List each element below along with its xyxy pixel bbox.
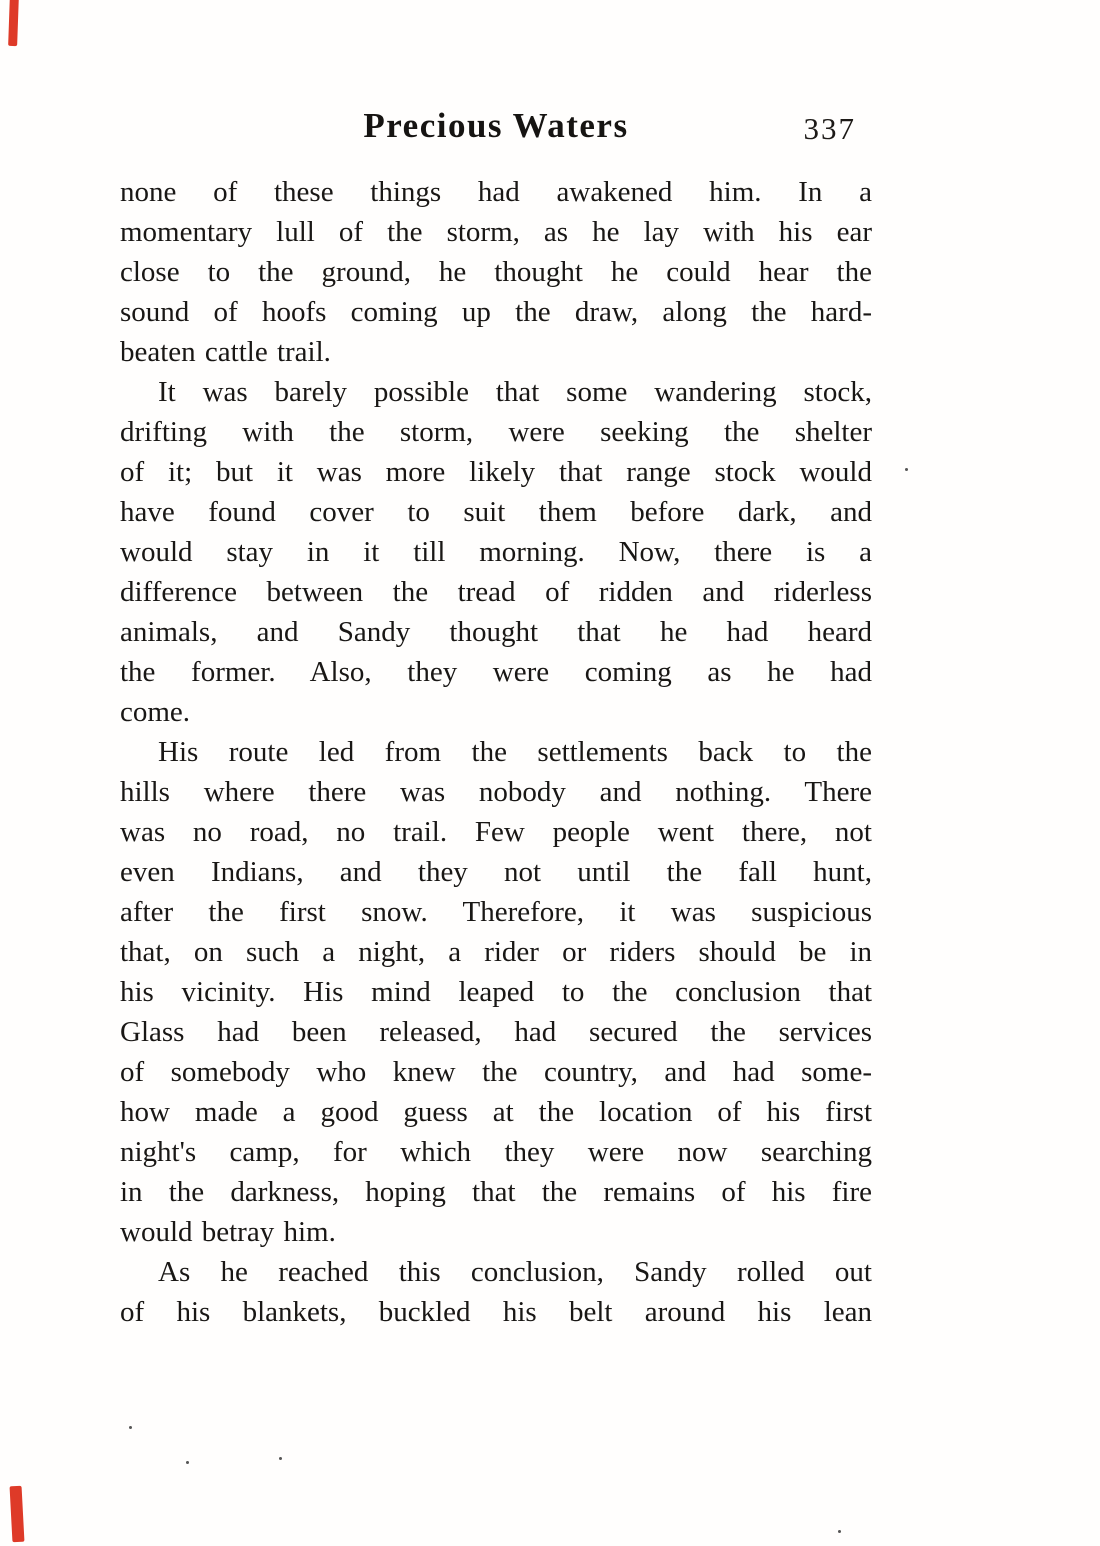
text-line: come.: [120, 696, 191, 728]
text-line: his vicinity. His mind leaped to the conclusion that: [120, 976, 872, 1008]
scan-speck: [838, 1530, 841, 1533]
text-line: that, on such a night, a rider or riders should be in: [120, 936, 872, 968]
text-line: would betray him.: [120, 1216, 336, 1248]
text-line: was no road, no trail. Few people went there, not: [120, 816, 872, 848]
text-line: momentary lull of the storm, as he lay with his ear: [120, 216, 872, 248]
page-header: [120, 106, 872, 150]
text-line: difference between the tread of ridden and riderless: [120, 576, 872, 608]
text-line: night's camp, for which they were now searching: [120, 1136, 872, 1168]
scan-speck: [279, 1457, 282, 1460]
text-line: even Indians, and they not until the fall hunt,: [120, 856, 872, 888]
text-line: It was barely possible that some wandering stock,: [158, 376, 872, 408]
text-line: have found cover to suit them before dark, and: [120, 496, 872, 528]
text-line: would stay in it till morning. Now, there is a: [120, 536, 872, 568]
text-line: hills where there was nobody and nothing. There: [120, 776, 872, 808]
paragraph: [120, 1252, 872, 1332]
text-line: how made a good guess at the location of his first: [120, 1096, 872, 1128]
scan-speck: [905, 468, 908, 471]
red-ink-mark-bottom: [10, 1486, 25, 1543]
text-line: animals, and Sandy thought that he had heard: [120, 616, 872, 648]
text-line: of his blankets, buckled his belt around his lean: [120, 1296, 872, 1328]
text-line: after the first snow. Therefore, it was suspicious: [120, 896, 872, 928]
text-line: As he reached this conclusion, Sandy rolled out: [158, 1256, 872, 1288]
paragraph: [120, 732, 872, 1252]
running-title: Precious Waters: [363, 106, 629, 145]
scan-speck: [186, 1461, 189, 1464]
text-line: in the darkness, hoping that the remains of his fire: [120, 1176, 872, 1208]
text-line: of it; but it was more likely that range stock would: [120, 456, 872, 488]
text-line: beaten cattle trail.: [120, 336, 331, 368]
text-line: the former. Also, they were coming as he had: [120, 656, 872, 688]
paragraph: [120, 372, 872, 732]
text-line: close to the ground, he thought he could hear the: [120, 256, 872, 288]
text-line: Glass had been released, had secured the services: [120, 1016, 872, 1048]
text-line: His route led from the settlements back to the: [158, 736, 872, 768]
text-line: of somebody who knew the country, and had some-: [120, 1056, 872, 1088]
text-line: drifting with the storm, were seeking the shelter: [120, 416, 872, 448]
page-number: 337: [803, 111, 856, 146]
text-line: none of these things had awakened him. In a: [120, 176, 872, 208]
red-ink-mark-top: [8, 0, 19, 46]
page-body: [120, 172, 872, 1332]
paragraph: [120, 172, 872, 372]
scan-speck: [129, 1426, 132, 1429]
text-line: sound of hoofs coming up the draw, along the hard-: [120, 296, 872, 328]
